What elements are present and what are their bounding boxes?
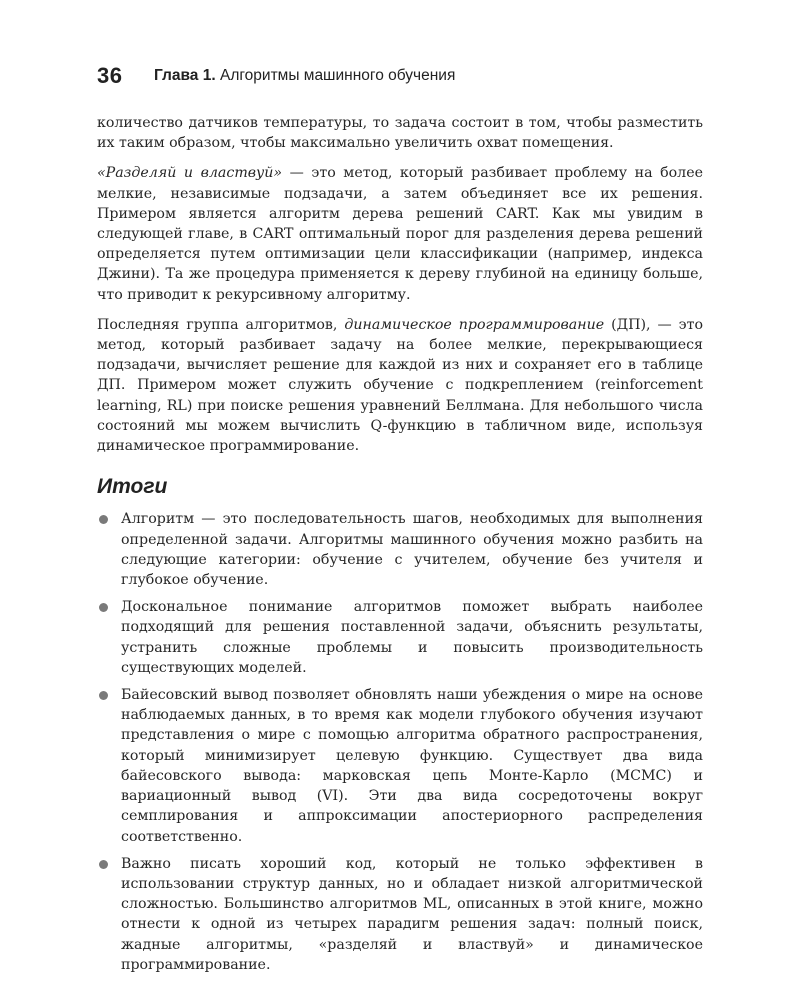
list-item-text: Байесовский вывод позволяет обновлять наши убеждения о мире на основе наблюдаемых данных, в то время как модели глубокого обучения изучают представления о мире с помощью алгоритма обратного распространения, который минимизирует целевую функцию. Существует два вида байесовского вывода: марковская цепь Монте-Карло (MCMC) и вариационный вывод (VI). Эти два вида сосредоточены вокруг семплирования и аппроксимации апостериорного распределения соответственно. — [121, 687, 703, 845]
list-item — [97, 597, 703, 678]
paragraph-dynamic-programming — [97, 315, 703, 456]
paragraph-lead: Последняя группа алгоритмов, — [97, 316, 345, 333]
chapter-title — [154, 67, 455, 85]
term-divide-and-conquer: «Разделяй и властвуй» — [97, 165, 283, 182]
list-item — [97, 685, 703, 847]
list-item — [97, 509, 703, 590]
paragraph-text: (ДП), — это метод, который разбивает задачу на более мелкие, перекрывающиеся подзадачи, вычисляет решение для каждой из них и сохраняет его в таблице ДП. Примером может служить обучение с подкреплением (reinforcement learning, RL) при поиске решения уравнений Беллмана. Для небольшого числа состояний мы можем вычислить Q-функцию в табличном виде, используя динамическое программирование. — [97, 316, 704, 455]
chapter-name: Алгоритмы машинного обучения — [219, 67, 456, 84]
paragraph-divide-and-conquer — [97, 163, 703, 304]
bullet-icon — [99, 691, 108, 700]
summary-list — [97, 509, 703, 974]
paragraph-text: — это метод, который разбивает проблему на более мелкие, независимые подзадачи, а затем объединяет все их решения. Примером является алгоритм дерева решений CART. Как мы увидим в следующей главе, в CART оптимальный порог для разделения дерева решений определяется путем оптимизации цели классификации (например, индекса Джини). Та же процедура применяется к дереву глубиной на единицу больше, что приводит к рекурсивному алгоритму. — [97, 165, 703, 303]
chapter-label: Глава 1. — [154, 67, 216, 84]
page-number: 36 — [97, 63, 123, 88]
bullet-icon — [99, 860, 108, 869]
paragraph-text: количество датчиков температуры, то задача состоит в том, чтобы разместить их таким образом, чтобы максимально увеличить охват помещения. — [97, 115, 703, 152]
term-dynamic-programming: динамическое программирование — [344, 316, 605, 333]
paragraph-intro — [97, 113, 703, 153]
page-body — [97, 113, 703, 982]
list-item-text: Алгоритм — это последовательность шагов, необходимых для выполнения определенной задачи. Алгоритмы машинного обучения можно разбить на следующие категории: обучение с учителем, обучение без учителя и глубокое обучение. — [121, 511, 703, 589]
bullet-icon — [99, 603, 108, 612]
summary-heading: Итоги — [97, 475, 168, 499]
list-item — [97, 854, 703, 975]
list-item-text: Важно писать хороший код, который не только эффективен в использовании структур данных, но и обладает низкой алгоритмической сложностью. Большинство алгоритмов ML, описанных в этой книге, можно отнести к одной из четырех парадигм решения задач: полный поиск, жадные алгоритмы, «разделяй и властвуй» и динамическое программирование. — [121, 855, 703, 973]
bullet-icon — [99, 515, 108, 524]
page-header — [97, 63, 703, 87]
list-item-text: Доскональное понимание алгоритмов поможет выбрать наиболее подходящий для решения поставленной задачи, объяснить результаты, устранить сложные проблемы и повысить производительность существующих моделей. — [121, 599, 703, 676]
